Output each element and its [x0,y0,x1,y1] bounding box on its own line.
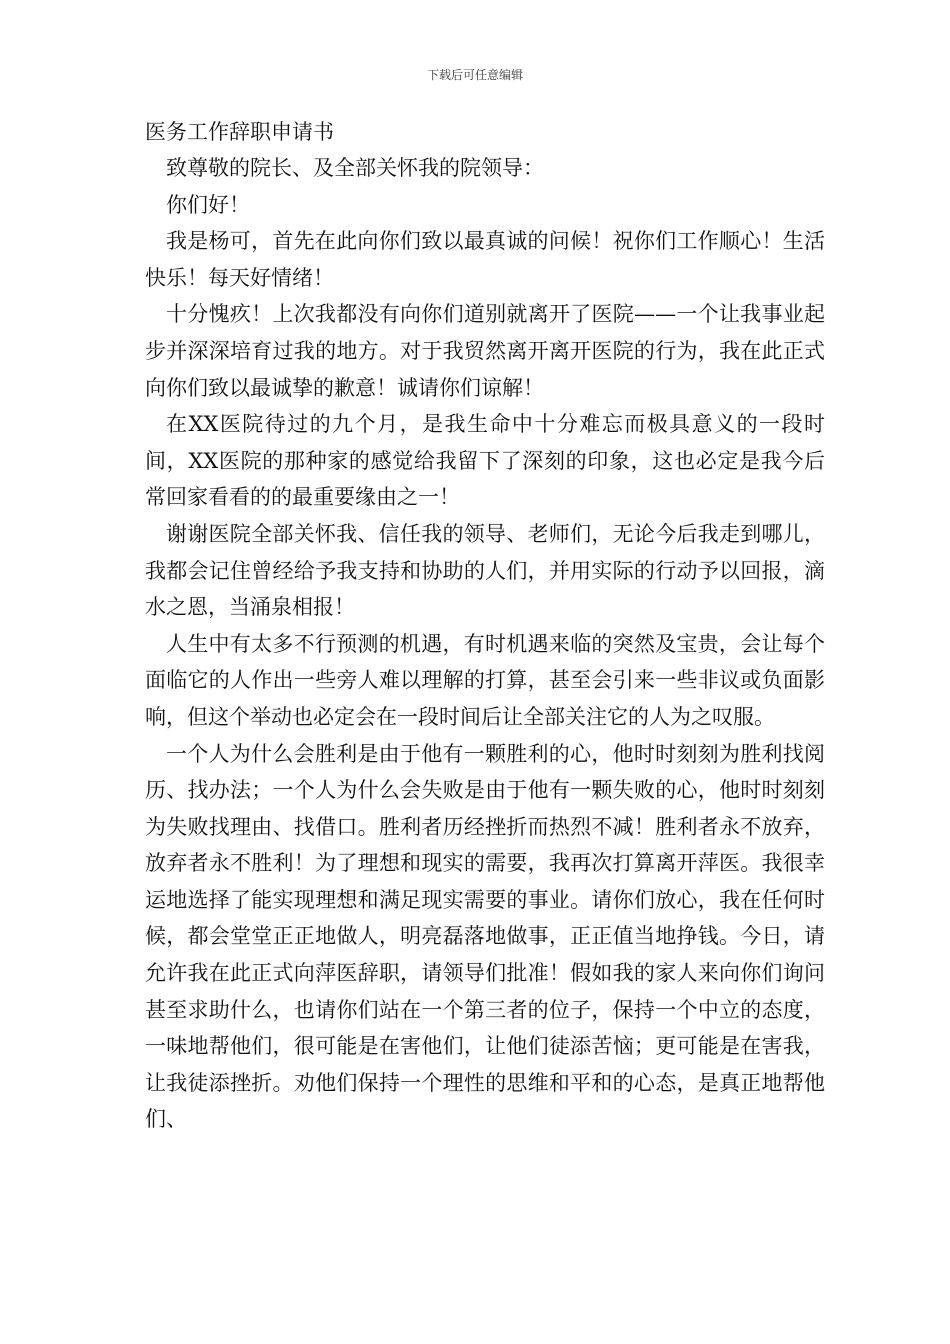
document-title: 医务工作辞职申请书 [145,120,334,144]
paragraph: 在XX医院待过的九个月，是我生命中十分难忘而极具意义的一段时间，XX医院的那种家的感觉给我留下了深刻的印象，这也必定是我今后常回家看看的的最重要缘由之一！ [145,412,825,510]
paragraph: 人生中有太多不行预测的机遇，有时机遇来临的突然及宝贵，会让每个面临它的人作出一些旁人难以理解的打算，甚至会引来一些非议或负面影响，但这个举动也必定会在一段时间后让全部关注它的人为之叹服。 [145,631,825,729]
paragraph: 一个人为什么会胜利是由于他有一颗胜利的心，他时时刻刻为胜利找阅历、找办法；一个人为什么会失败是由于他有一颗失败的心，他时时刻刻为失败找理由、找借口。胜利者历经挫折而热烈不减！胜利者永不放弃，放弃者永不胜利！为了理想和现实的需要，我再次打算离开萍医。我很幸运地选择了能实现理想和满足现实需要的事业。请你们放心，我在任何时候，都会堂堂正正地做人，明亮磊落地做事，正正值当地挣钱。今日，请允许我在此正式向萍医辞职，请领导们批准！假如我的家人来向你们询问甚至求助什么，也请你们站在一个第三者的位子，保持一个中立的态度，一味地帮他们，很可能是在害他们，让他们徒添苦恼；更可能是在害我，让我徒添挫折。劝他们保持一个理性的思维和平和的心态，是真正地帮他们、 [145,741,825,1132]
paragraph: 谢谢医院全部关怀我、信任我的领导、老师们，无论今后我走到哪儿，我都会记住曾经给予我支持和协助的人们，并用实际的行动予以回报，滴水之恩，当涌泉相报！ [145,521,825,620]
page-header-note: 下载后可任意编辑 [426,68,523,82]
greeting: 你们好！ [166,192,250,217]
salutation: 致尊敬的院长、及全部关怀我的院领导： [166,156,544,180]
paragraph: 我是杨可，首先在此向你们致以最真诚的问候！祝你们工作顺心！生活快乐！每天好情绪！ [145,229,825,290]
paragraph: 十分愧疚！上次我都没有向你们道别就离开了医院——一个让我事业起步并深深培育过我的地方。对于我贸然离开离开医院的行为，我在此正式向你们致以最诚挚的歉意！诚请你们谅解！ [145,302,825,400]
document-body [145,114,825,1138]
